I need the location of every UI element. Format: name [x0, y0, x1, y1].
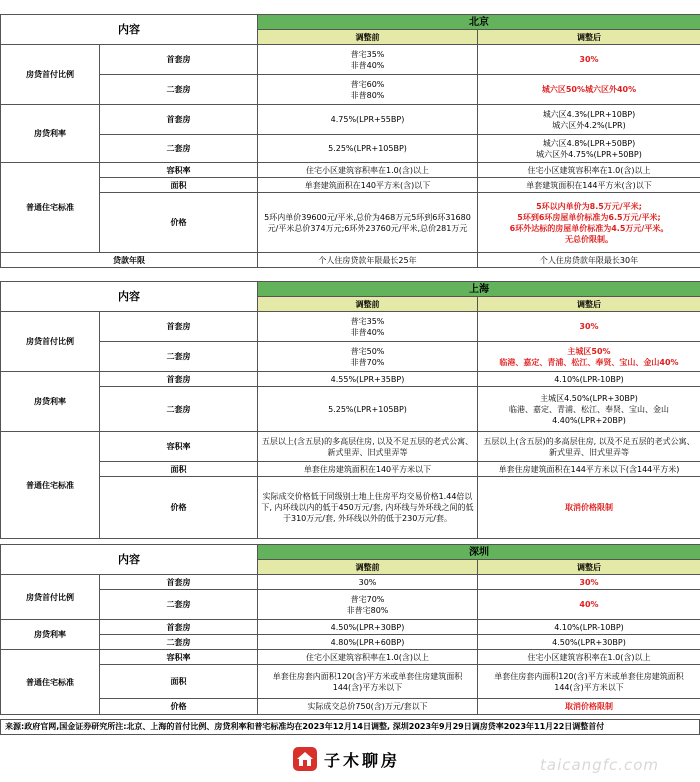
city-header-beijing: 北京	[258, 15, 700, 30]
beijing-table	[0, 14, 700, 268]
value-before: 5.25%(LPR+105BP)	[258, 135, 478, 163]
subcategory-plot-ratio: 容积率	[100, 432, 258, 462]
category-down-payment: 房贷首付比例	[1, 45, 100, 105]
value-before: 普宅35% 非普40%	[258, 45, 478, 75]
subcategory-area: 面积	[100, 665, 258, 699]
value-before: 单套住房建筑面积在140平方米以下	[258, 462, 478, 477]
value-after: 5环以内单价为8.5万元/平米; 5环到6环房屋单价标准为6.5万元/平米; 6环外达标的房屋单价标准为4.5万元/平米。 无总价限制。	[478, 193, 700, 253]
value-before: 5环内单价39600元/平米,总价为468万元5环到6环31680元/平米总价374万元;6环外23760元/平米,总价281万元	[258, 193, 478, 253]
subcategory-plot-ratio: 容积率	[100, 650, 258, 665]
value-before: 4.80%(LPR+60BP)	[258, 635, 478, 650]
value-after: 单套住房套内面积120(含)平方米或单套住房建筑面积144(含)平方米以下	[478, 665, 700, 699]
value-before: 普宅50% 非普70%	[258, 342, 478, 372]
subcategory-second-home: 二套房	[100, 135, 258, 163]
value-after: 4.50%(LPR+30BP)	[478, 635, 700, 650]
content-header: 内容	[1, 282, 258, 312]
subcategory-second-home: 二套房	[100, 387, 258, 432]
value-after: 30%	[478, 312, 700, 342]
value-after: 城六区4.8%(LPR+50BP) 城六区外4.75%(LPR+50BP)	[478, 135, 700, 163]
value-after: 城六区50%城六区外40%	[478, 75, 700, 105]
before-header: 调整前	[258, 30, 478, 45]
category-down-payment: 房贷首付比例	[1, 312, 100, 372]
subcategory-area: 面积	[100, 178, 258, 193]
shenzhen-table	[0, 544, 700, 715]
value-after: 4.10%(LPR-10BP)	[478, 620, 700, 635]
category-mortgage-rate: 房贷利率	[1, 620, 100, 650]
watermark: taicangfc.com	[540, 756, 660, 774]
value-before: 实际成交价格低于同级别土地上住房平均交易价格1.44倍以下, 内环线以内的低于450万元/套, 内环线与外环线之间的低于310万元/套, 外环线以外的低于230万元/套。	[258, 477, 478, 539]
value-after: 单套住房建筑面积在144平方米以下(含144平方米)	[478, 462, 700, 477]
after-header: 调整后	[478, 30, 700, 45]
content-header: 内容	[1, 15, 258, 45]
subcategory-price: 价格	[100, 193, 258, 253]
value-after: 五层以上(含五层)的多高层住房, 以及不足五层的老式公寓、新式里弄、旧式里弄等	[478, 432, 700, 462]
category-ordinary-housing-standard: 普通住宅标准	[1, 432, 100, 539]
brand-name: 子木聊房	[324, 750, 401, 770]
category-ordinary-housing-standard: 普通住宅标准	[1, 163, 100, 253]
category-mortgage-rate: 房贷利率	[1, 105, 100, 163]
subcategory-plot-ratio: 容积率	[100, 163, 258, 178]
value-before: 30%	[258, 575, 478, 590]
before-header: 调整前	[258, 560, 478, 575]
category-mortgage-rate: 房贷利率	[1, 372, 100, 432]
subcategory-price: 价格	[100, 699, 258, 715]
city-header-shanghai: 上海	[258, 282, 700, 297]
value-after: 30%	[478, 45, 700, 75]
value-after: 取消价格限制	[478, 477, 700, 539]
subcategory-first-home: 首套房	[100, 105, 258, 135]
subcategory-price: 价格	[100, 477, 258, 539]
after-header: 调整后	[478, 297, 700, 312]
subcategory-first-home: 首套房	[100, 372, 258, 387]
subcategory-first-home: 首套房	[100, 620, 258, 635]
value-before: 4.55%(LPR+35BP)	[258, 372, 478, 387]
value-after: 主城区50% 临港、嘉定、青浦、松江、奉贤、宝山、金山40%	[478, 342, 700, 372]
city-header-shenzhen: 深圳	[258, 545, 700, 560]
value-before: 单套建筑面积在140平方米(含)以下	[258, 178, 478, 193]
value-before: 普宅60% 非普80%	[258, 75, 478, 105]
value-after: 单套建筑面积在144平方米(含)以下	[478, 178, 700, 193]
subcategory-first-home: 首套房	[100, 45, 258, 75]
subcategory-second-home: 二套房	[100, 590, 258, 620]
category-loan-term: 贷款年限	[1, 253, 258, 268]
value-after: 取消价格限制	[478, 699, 700, 715]
value-after: 4.10%(LPR-10BP)	[478, 372, 700, 387]
value-before: 普宅35% 非普40%	[258, 312, 478, 342]
shanghai-table	[0, 281, 700, 539]
after-header: 调整后	[478, 560, 700, 575]
value-after: 30%	[478, 575, 700, 590]
source-note: 来源:政府官网,国金证券研究所注:北京、上海的首付比例、房贷利率和普宅标准均在2023年12月14日调整, 深圳2023年9月29日调房贷率2023年11月22日调整首付	[0, 719, 700, 735]
subcategory-first-home: 首套房	[100, 575, 258, 590]
value-before: 5.25%(LPR+105BP)	[258, 387, 478, 432]
value-before: 单套住房套内面积120(含)平方米或单套住房建筑面积144(含)平方米以下	[258, 665, 478, 699]
value-after: 个人住房贷款年限最长30年	[478, 253, 700, 268]
subcategory-first-home: 首套房	[100, 312, 258, 342]
subcategory-second-home: 二套房	[100, 342, 258, 372]
value-after: 住宅小区建筑容积率在1.0(含)以上	[478, 163, 700, 178]
value-after: 住宅小区建筑容积率在1.0(含)以上	[478, 650, 700, 665]
content-header: 内容	[1, 545, 258, 575]
value-before: 实际成交总价750(含)万元/套以下	[258, 699, 478, 715]
value-after: 40%	[478, 590, 700, 620]
value-after: 城六区4.3%(LPR+10BP) 城六区外4.2%(LPR)	[478, 105, 700, 135]
value-before: 住宅小区建筑容积率在1.0(含)以上	[258, 163, 478, 178]
category-down-payment: 房贷首付比例	[1, 575, 100, 620]
value-before: 普宅70% 非普宅80%	[258, 590, 478, 620]
category-ordinary-housing-standard: 普通住宅标准	[1, 650, 100, 715]
value-before: 五层以上(含五层)的多高层住房, 以及不足五层的老式公寓、新式里弄、旧式里弄等	[258, 432, 478, 462]
value-after: 主城区4.50%(LPR+30BP) 临港、嘉定、青浦、松江、奉贤、宝山、金山 4.40%(LPR+20BP)	[478, 387, 700, 432]
brand-logo	[292, 745, 400, 773]
value-before: 住宅小区建筑容积率在1.0(含)以上	[258, 650, 478, 665]
value-before: 4.75%(LPR+55BP)	[258, 105, 478, 135]
before-header: 调整前	[258, 297, 478, 312]
subcategory-area: 面积	[100, 462, 258, 477]
subcategory-second-home: 二套房	[100, 75, 258, 105]
value-before: 4.50%(LPR+30BP)	[258, 620, 478, 635]
subcategory-second-home: 二套房	[100, 635, 258, 650]
value-before: 个人住房贷款年限最长25年	[258, 253, 478, 268]
house-icon	[292, 746, 318, 772]
